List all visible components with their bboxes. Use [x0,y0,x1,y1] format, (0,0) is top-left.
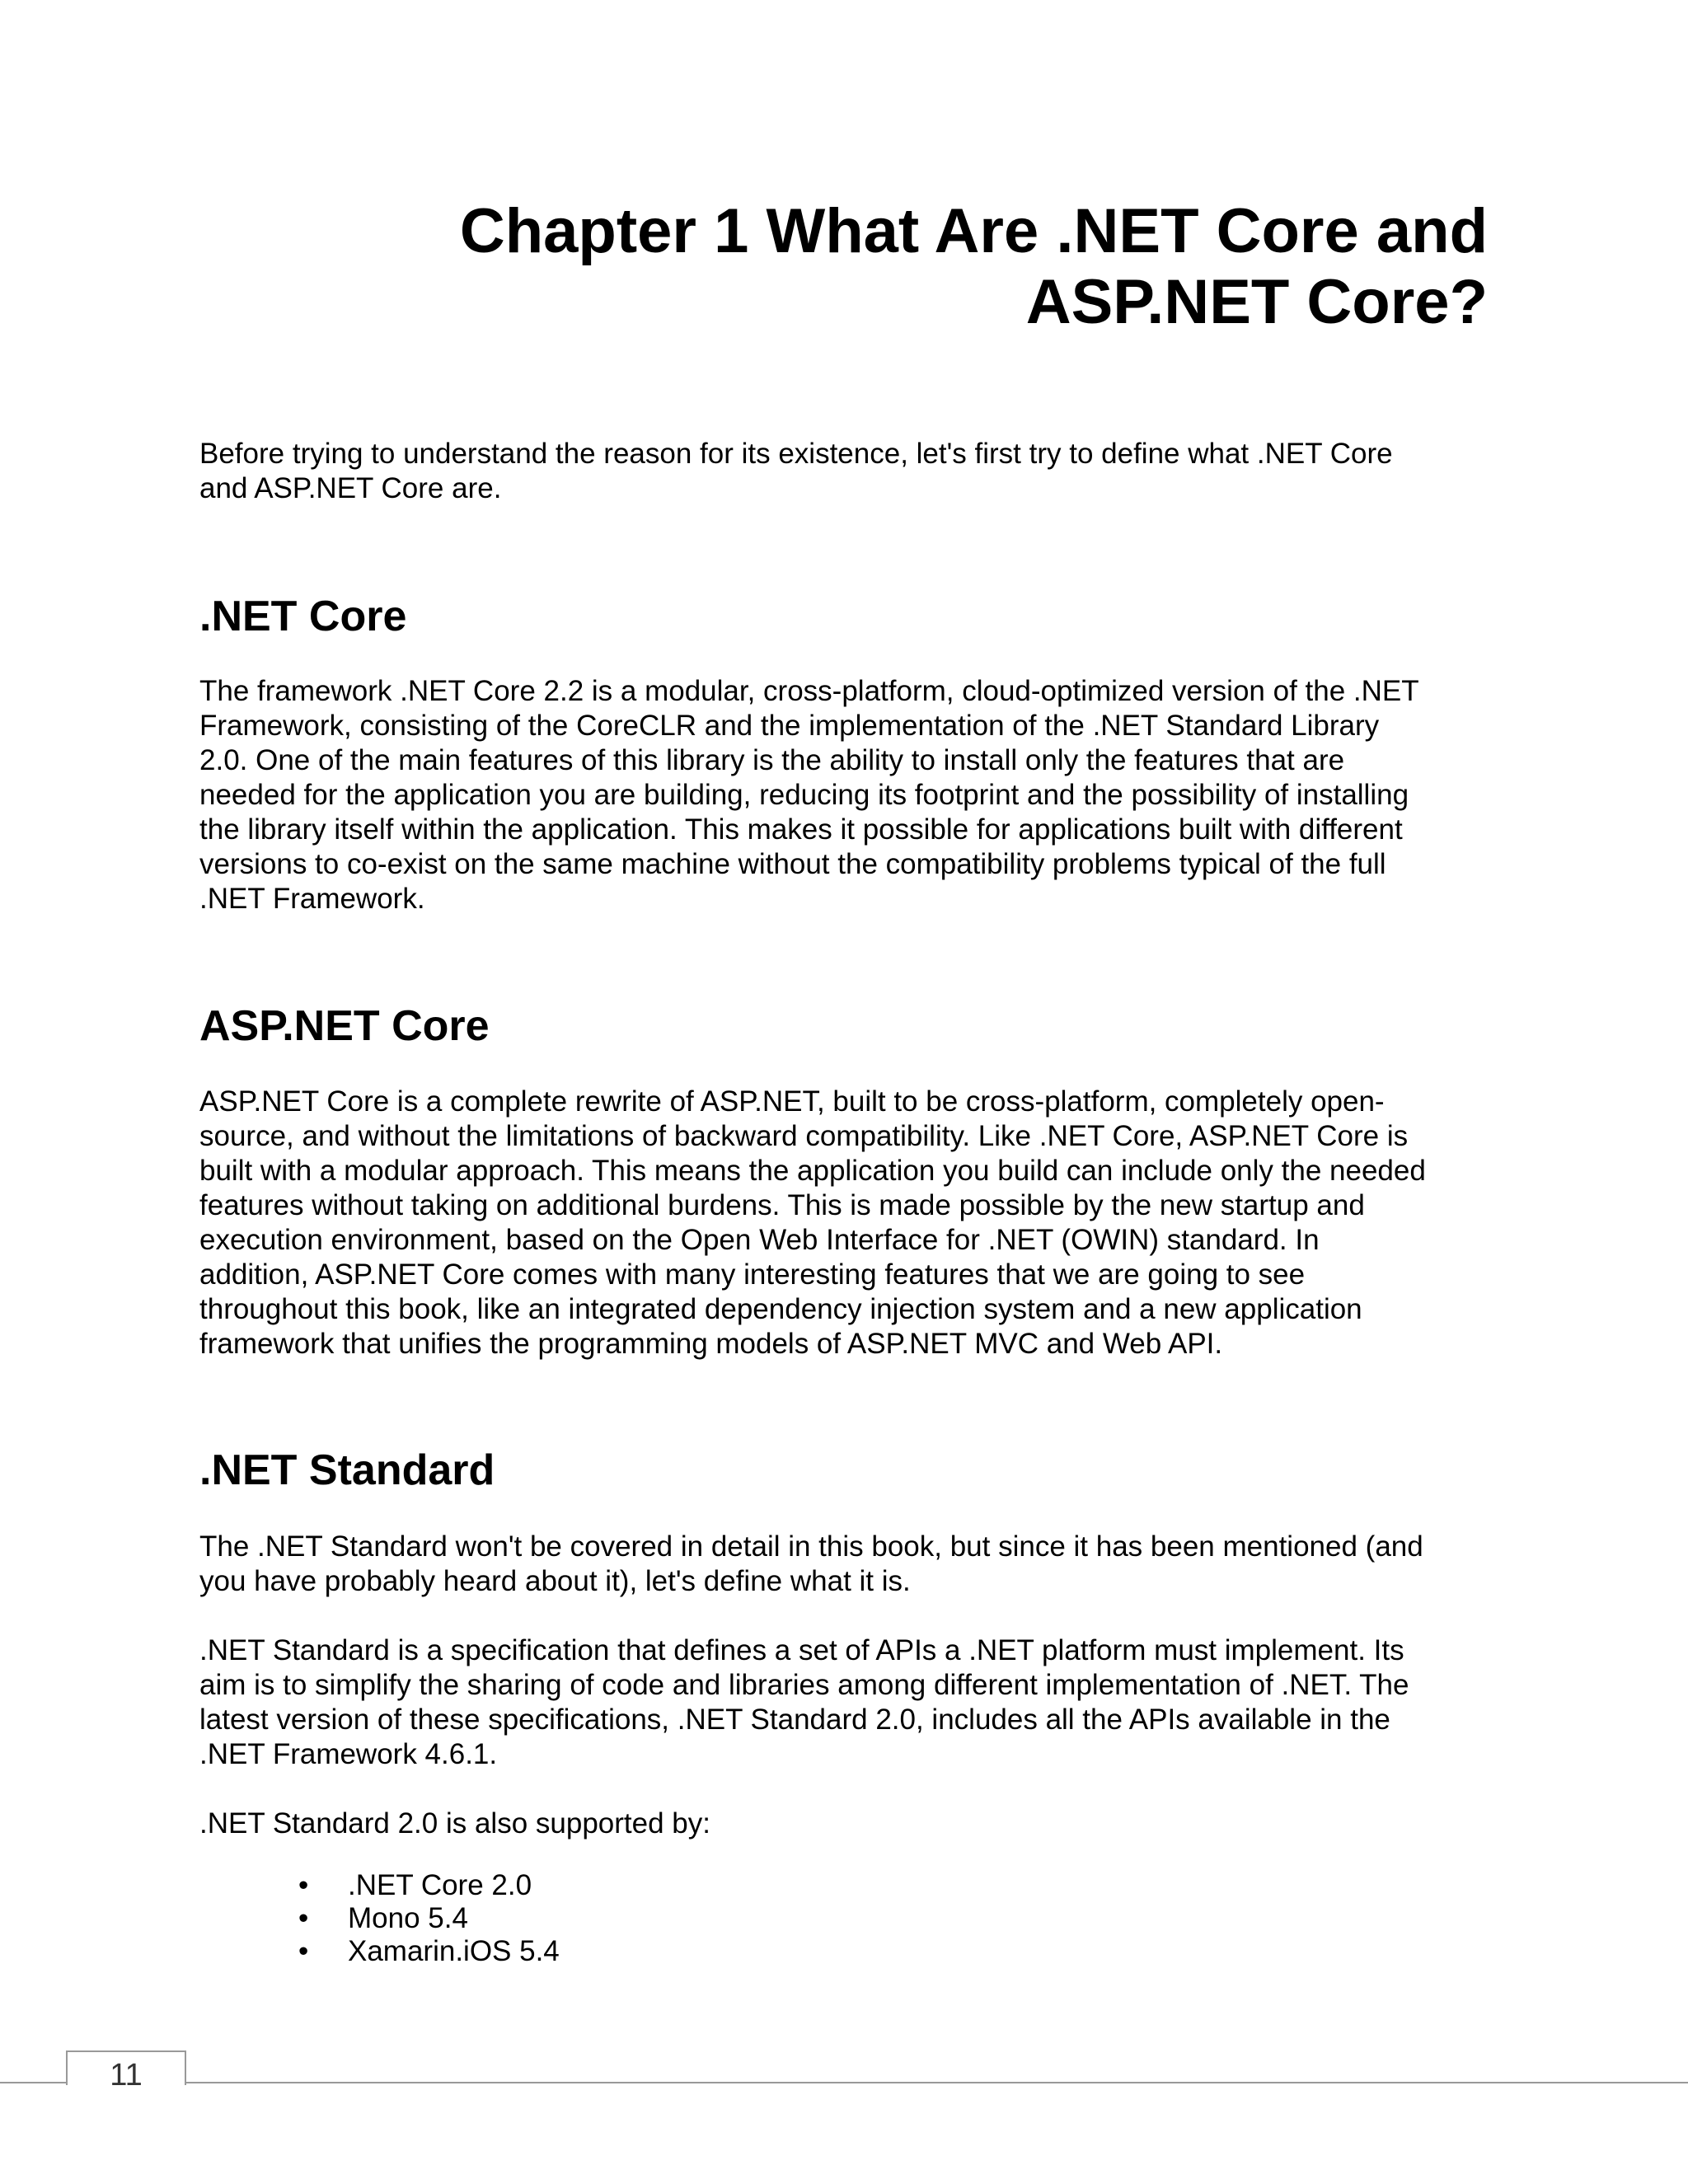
paragraph-line: source, and without the limitations of backward compatibility. Like .NET Core, ASP.NET Core is [199,1120,1409,1152]
paragraph-line: Framework, consisting of the CoreCLR and the implementation of the .NET Standard Library [199,710,1380,742]
net-core-paragraph [199,674,1502,916]
intro-line: Before trying to understand the reason for its existence, let's first try to define what .NET Core [199,438,1393,470]
paragraph-line: you have probably heard about it), let's define what it is. [199,1565,911,1597]
bullet-icon: • [298,1902,309,1934]
list-item [199,1902,560,1935]
chapter-title [198,196,1488,338]
paragraph-line: 2.0. One of the main features of this library is the ability to install only the features that are [199,744,1345,776]
section-heading-net-core: .NET Core [199,593,407,640]
list-item-label: Mono 5.4 [348,1902,468,1934]
list-item-label: Xamarin.iOS 5.4 [348,1935,560,1967]
footer-divider [0,2082,1688,2083]
intro-line: and ASP.NET Core are. [199,472,502,504]
list-item-label: .NET Core 2.0 [348,1869,532,1901]
net-standard-paragraph-2 [199,1633,1502,1772]
section-heading-net-standard: .NET Standard [199,1446,495,1494]
net-standard-paragraph-3 [199,1807,1502,1841]
net-standard-paragraph-1 [199,1530,1502,1599]
paragraph-line: features without taking on additional burdens. This is made possible by the new startup and [199,1189,1365,1221]
chapter-title-line-2: ASP.NET Core? [1025,267,1488,337]
paragraph-line: built with a modular approach. This means the application you build can include only the needed [199,1155,1426,1187]
page-number: 11 [110,2058,143,2093]
paragraph-line: versions to co-exist on the same machine without the compatibility problems typical of the full [199,848,1386,880]
paragraph-line: The framework .NET Core 2.2 is a modular, cross-platform, cloud-optimized version of the .NET [199,675,1419,707]
paragraph-line: aim is to simplify the sharing of code and libraries among different implementation of .NET. The [199,1669,1409,1701]
list-item [199,1935,560,1968]
paragraph-line: the library itself within the application. This makes it possible for applications built with different [199,813,1403,846]
list-item [199,1869,560,1902]
paragraph-line: .NET Standard is a specification that defines a set of APIs a .NET platform must implement. Its [199,1634,1404,1666]
paragraph-line: .NET Framework 4.6.1. [199,1738,498,1770]
paragraph-line: throughout this book, like an integrated dependency injection system and a new application [199,1293,1362,1325]
supported-platforms-list [199,1869,560,1968]
paragraph-line: The .NET Standard won't be covered in detail in this book, but since it has been mentioned (and [199,1530,1423,1563]
section-heading-asp-net-core: ASP.NET Core [199,1002,490,1050]
bullet-icon: • [298,1935,309,1967]
bullet-icon: • [298,1869,309,1901]
paragraph-line: needed for the application you are building, reducing its footprint and the possibility of installing [199,779,1409,811]
paragraph-line: execution environment, based on the Open Web Interface for .NET (OWIN) standard. In [199,1224,1320,1256]
paragraph-line: .NET Framework. [199,883,425,915]
chapter-title-line-1: Chapter 1 What Are .NET Core and [459,196,1488,266]
paragraph-line: addition, ASP.NET Core comes with many interesting features that we are going to see [199,1258,1306,1291]
paragraph-line: ASP.NET Core is a complete rewrite of ASP.NET, built to be cross-platform, completely open- [199,1085,1385,1118]
paragraph-line: .NET Standard 2.0 is also supported by: [199,1807,710,1840]
paragraph-line: latest version of these specifications, .NET Standard 2.0, includes all the APIs available in the [199,1704,1390,1736]
intro-paragraph [199,437,1502,506]
paragraph-line: framework that unifies the programming models of ASP.NET MVC and Web API. [199,1328,1223,1360]
asp-net-core-paragraph [199,1085,1502,1361]
